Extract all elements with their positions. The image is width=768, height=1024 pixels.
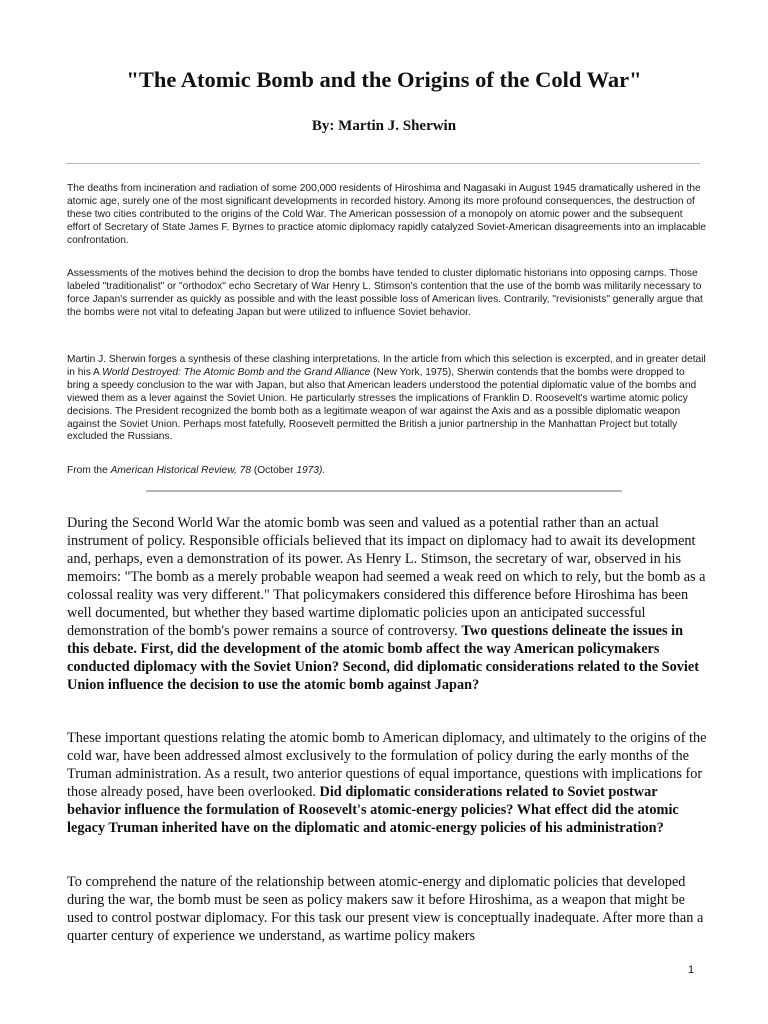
body-paragraph-2-text: These important questions relating the atomic bomb to American diplomacy, and ultimately to the origins of the cold war, have been addressed almost exclusively to the formulation of policy during the early months of the Truman administration. As a result, two anterior questions of equal importance, questions with implications for those already posed, have been overlooked. (67, 730, 707, 800)
source-citation (67, 465, 707, 478)
source-citation-middle: (October (251, 465, 297, 476)
citation-year: 1973). (296, 465, 326, 476)
intro-paragraph-3-text-b: (New York, 1975), Sherwin contends that the bombs were dropped to bring a speedy conclusion to the war with Japan, but also that American leaders understood the potential diplomatic value of the bombs and viewed them as a lever against the Soviet Union. He particularly stresses the implications of Franklin D. Roosevelt's wartime atomic policy decisions. The President recognized the bomb both as a legitimate weapon of war against the Axis and as a possible diplomatic weapon against the Soviet Union. Perhaps most fatefully, Roosevelt permitted the British a junior partnership in the Manhattan Project but totally excluded the Russians. (67, 366, 697, 443)
document-title: "The Atomic Bomb and the Origins of the Cold War" (126, 67, 642, 92)
body-paragraph-2-bold: Did diplomatic considerations related to Soviet postwar behavior influence the formulation of Roosevelt's atomic-energy policies? What effect did the atomic legacy Truman inherited have on the diplomatic and atomic-energy policies of his administration? (67, 784, 679, 836)
book-title: World Destroyed: The Atomic Bomb and the Grand Alliance (102, 366, 371, 378)
source-citation-prefix: From the (67, 465, 111, 476)
page-number: 1 (688, 964, 695, 976)
intro-paragraph-2: Assessments of the motives behind the decision to drop the bombs have tended to cluster diplomatic historians into opposing camps. Those labeled "traditionalist" or "orthodox" echo Secretary of War Henry L. Stimson's contention that the use of the bomb was militarily necessary to force Japan's surrender as quickly as possible and with the least possible loss of American lives. Contrarily, "revisionists" generally argue that the bombs were not vital to defeating Japan but were utilized to influence Soviet behavior. (67, 268, 703, 318)
body-paragraph-2 (67, 729, 707, 837)
journal-title: American Historical Review, 78 (110, 465, 252, 476)
section-divider (146, 490, 622, 492)
body-paragraph-1 (67, 514, 707, 694)
body-paragraph-1-bold: Two questions delineate the issues in this debate. First, did the development of the atomic bomb affect the way American policymakers conducted diplomacy with the Soviet Union? Second, did diplomatic considerations related to the Soviet Union influence the decision to use the atomic bomb against Japan? (67, 623, 700, 693)
intro-paragraph-1: The deaths from incineration and radiation of some 200,000 residents of Hiroshima and Nagasaki in August 1945 dramatically ushered in the atomic age, surely one of the most significant developments in recorded history. Among its more profound consequences, the destruction of these two cities contributed to the origins of the Cold War. The American possession of a monopoly on atomic power and the subsequent effort of Secretary of State James F. Byrnes to practice atomic diplomacy rapidly catalyzed Soviet-American disagreements into an implacable confrontation. (67, 183, 707, 246)
header-divider (66, 163, 700, 164)
author-byline: By: Martin J. Sherwin (311, 118, 457, 134)
intro-paragraph-3 (67, 354, 707, 444)
body-paragraph-1-text: During the Second World War the atomic bomb was seen and valued as a potential rather than an actual instrument of policy. Responsible officials believed that its impact on diplomacy had to await its development and, perhaps, even a demonstration of its power. As Henry L. Stimson, the secretary of war, observed in his memoirs: "The bomb as a merely probable weapon had seemed a weak reed on which to rely, but the bomb as a colossal reality was very different." That policymakers considered this difference before Hiroshima has been well documented, but whether they based wartime diplomatic policies upon an anticipated successful demonstration of the bomb's power remains a source of controversy. (67, 515, 706, 639)
body-paragraph-3: To comprehend the nature of the relationship between atomic-energy and diplomatic policies that developed during the war, the bomb must be seen as policy makers saw it before Hiroshima, as a weapon that might be used to control postwar diplomacy. For this task our present view is conceptually inadequate. After more than a quarter century of experience we understand, as wartime policy makers (67, 874, 704, 944)
intro-paragraph-3-text-a: Martin J. Sherwin forges a synthesis of these clashing interpretations. In the article from which this selection is excerpted, and in greater detail in his A (67, 354, 706, 378)
